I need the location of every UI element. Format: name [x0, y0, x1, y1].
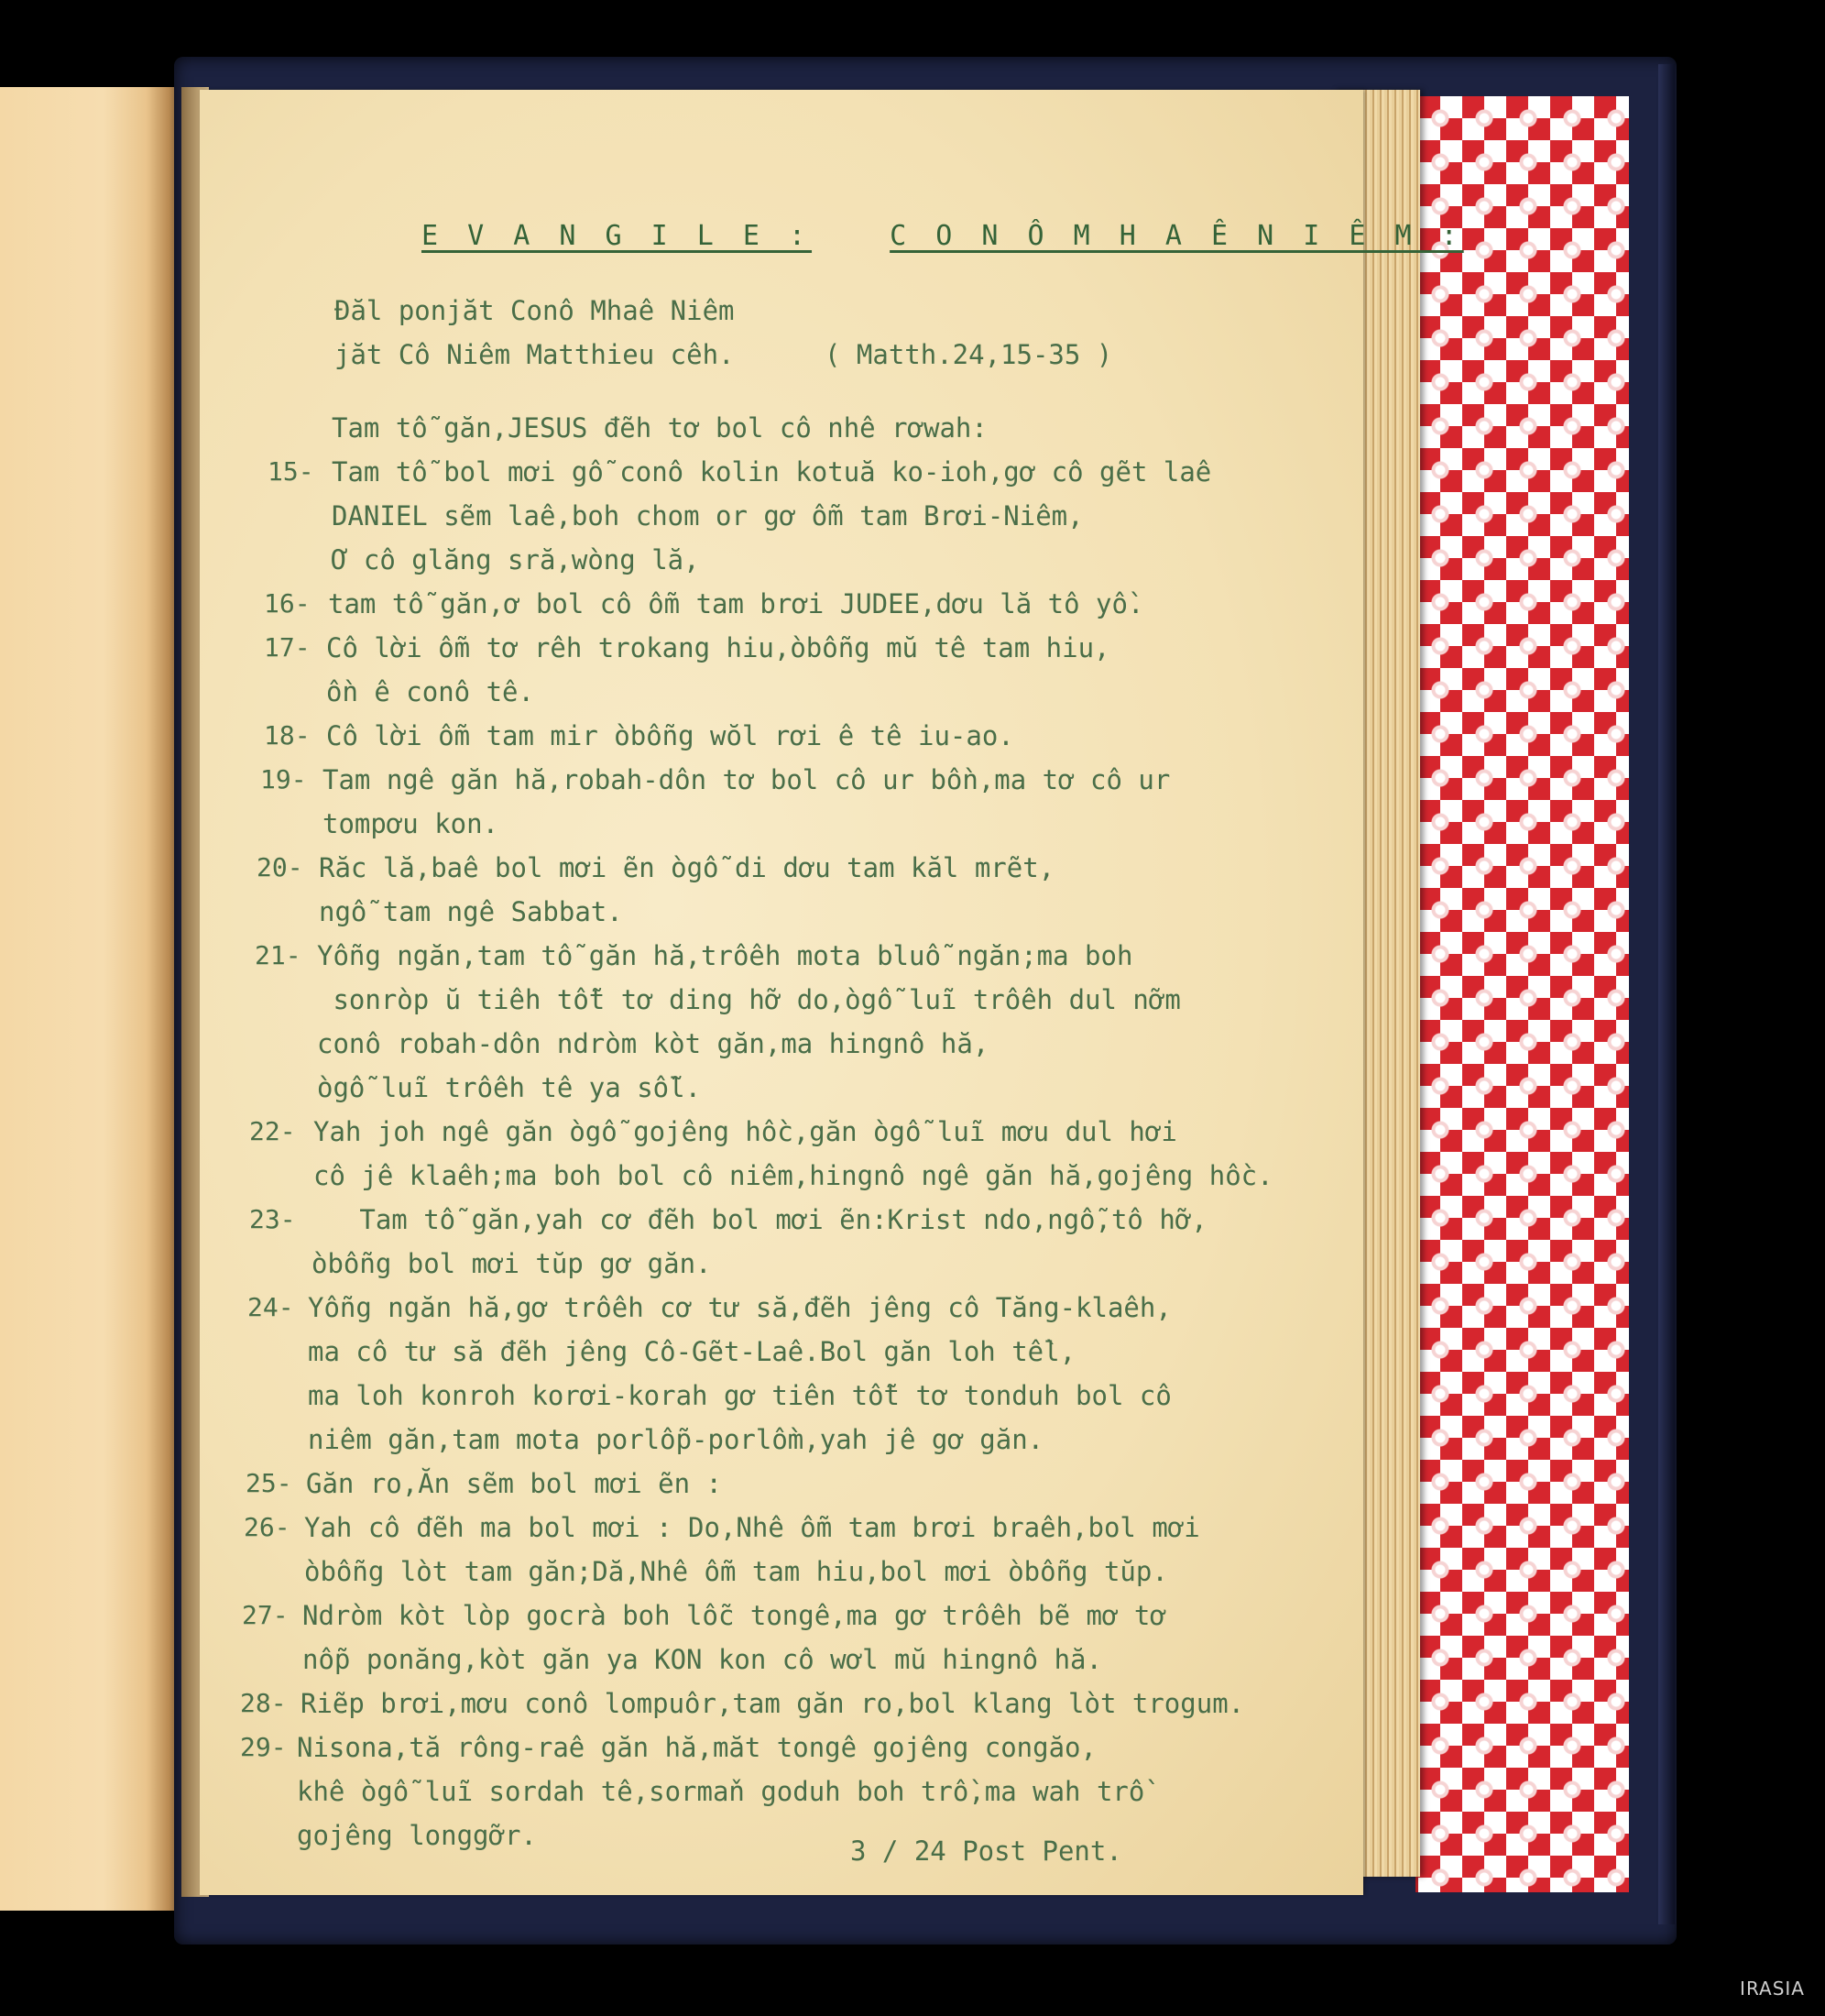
left-page	[0, 87, 188, 1911]
verse-line: Cô lời ỗm tam mir òbỗng wŏl rơi ê tê iu-ao.	[326, 720, 1014, 751]
verse-line: Răc lă,baê bol mơi ẽn ògỗ di dơu tam kăl mrẽt,	[319, 852, 1055, 883]
verse-line: cô jê klaêh;ma boh bol cô niêm,hingnô ngê găn hă,gojêng hồc.	[313, 1160, 1273, 1191]
heading-evangile: E V A N G I L E :	[421, 220, 813, 252]
watermark: IRASIA	[1740, 1978, 1805, 2000]
verse-number: 15-	[268, 456, 314, 487]
verse-number: 25-	[246, 1468, 292, 1498]
verse-line: Yah joh ngê găn ògỗ gojêng hồc,găn ògỗ luĩ mơu dul hơi	[313, 1116, 1177, 1147]
verse-number: 18-	[264, 720, 311, 751]
verse-number: 22-	[249, 1116, 296, 1146]
verse-line: ồn ê conô tê.	[326, 676, 534, 707]
verse-number: 19-	[260, 764, 307, 794]
verse-number: 29-	[240, 1732, 287, 1762]
verse-line: òbỗng bol mơi tŭp gơ găn.	[311, 1248, 712, 1279]
endpaper-pattern	[1415, 96, 1629, 1892]
page-note: 3 / 24 Post Pent.	[850, 1835, 1122, 1867]
intro-reference: ( Matth.24,15-35 )	[825, 339, 1113, 370]
verse-line: Găn ro,Ăn sẽm bol mơi ẽn :	[306, 1468, 722, 1499]
verse-line: Ơ cô glăng sră,wòng lă,	[332, 544, 700, 575]
verse-line: Yỗng ngăn hă,gơ trôêh cơ tư să,đẽh jêng cô Tăng-klaêh,	[308, 1292, 1172, 1323]
verse-line: ngỗ tam ngê Sabbat.	[319, 896, 623, 927]
verse-line: niêm găn,tam mota porlỗp-porlồm,yah jê gơ găn.	[308, 1424, 1044, 1455]
cover-edge	[1658, 64, 1675, 1924]
verse-number: 23-	[249, 1204, 296, 1234]
verse-number: 26-	[244, 1512, 290, 1542]
opening-line: Tam tỗ găn,JESUS đẽh tơ bol cô nhê rơwah:	[332, 412, 988, 444]
verse-number: 20-	[257, 852, 303, 882]
verse-line: Ndròm kòt lòp gocrà boh lỗc tongê,ma gơ trôêh bẽ mơ tơ	[302, 1600, 1166, 1631]
verse-number: 27-	[242, 1600, 289, 1630]
verse-line: Yỗng ngăn,tam tỗ găn hă,trôêh mota bluỗ ngăn;ma boh	[317, 940, 1133, 971]
verse-line: tam tỗ găn,ơ bol cô ỗm tam brơi JUDEE,dơu lă tô yồ.	[328, 588, 1144, 619]
verse-line: Tam tỗ bol mơi gỗ conô kolin kotuă ko-ioh,gơ cô gẽt laê	[332, 456, 1212, 488]
verse-line: òbỗng lòt tam găn;Dă,Nhê ỗm tam hiu,bol mơi òbỗng tŭp.	[304, 1556, 1168, 1587]
verse-number: 24-	[247, 1292, 294, 1322]
page-heading	[421, 220, 1464, 252]
verse-number: 16-	[264, 588, 311, 619]
verse-line: sonròp ŭ tiêh tỗt tơ ding hỡ do,ògỗ luĩ trôêh dul nỡm	[317, 984, 1181, 1015]
verse-line: khê ògỗ luĩ sordah tê,sormaň goduh boh trồ,ma wah trồ	[297, 1776, 1145, 1807]
verse-line: Riẽp brơi,mơu conô lompuôr,tam găn ro,bol klang lòt trogum.	[301, 1688, 1245, 1719]
heading-cono: C O N Ô M H A Ê N I Ê M :	[890, 220, 1464, 252]
verse-line: conô robah-dôn ndròm kòt găn,ma hingnô hă,	[317, 1028, 989, 1059]
verse-number: 21-	[255, 940, 301, 970]
verse-line: gojêng longgỡr.	[297, 1820, 537, 1851]
verse-line: ògỗ luĩ trôêh tê ya sỗl.	[317, 1072, 702, 1103]
verse-line: tompơu kon.	[322, 808, 499, 839]
verse-number: 17-	[264, 632, 311, 663]
intro-line-1: Đăl ponjăt Conô Mhaê Niêm	[334, 295, 735, 326]
verse-line: ma cô tư să đẽh jêng Cô-Gẽt-Laê.Bol găn loh tềl,	[308, 1336, 1076, 1367]
verse-number: 28-	[240, 1688, 287, 1718]
verse-line: Nisona,tă rông-raê găn hă,măt tongê gojêng congăo,	[297, 1732, 1097, 1763]
verse-line: ma loh konroh korơi-korah gơ tiên tỗt tơ tonduh bol cô	[308, 1380, 1172, 1411]
verse-line: Tam ngê găn hă,robah-dôn tơ bol cô ur bồn,ma tơ cô ur	[322, 764, 1171, 795]
verse-line: nỗp ponăng,kòt găn ya KON kon cô wơl mŭ hingnô hă.	[302, 1644, 1102, 1675]
verse-line: Yah cô đẽh ma bol mơi : Do,Nhê ỗm tam brơi braêh,bol mơi	[304, 1512, 1200, 1543]
verse-line: Cô lời ỗm tơ rêh trokang hiu,òbỗng mŭ tê tam hiu,	[326, 632, 1110, 663]
intro-line-2: jăt Cô Niêm Matthieu cêh.	[334, 339, 735, 370]
verse-line: Tam tỗ găn,yah cơ đẽh bol mơi ẽn:Krist ndo,ngỗ,tô hỡ,	[311, 1204, 1208, 1235]
verse-line: DANIEL sẽm laê,boh chom or gơ ỗm tam Brơi-Niêm,	[332, 500, 1084, 531]
